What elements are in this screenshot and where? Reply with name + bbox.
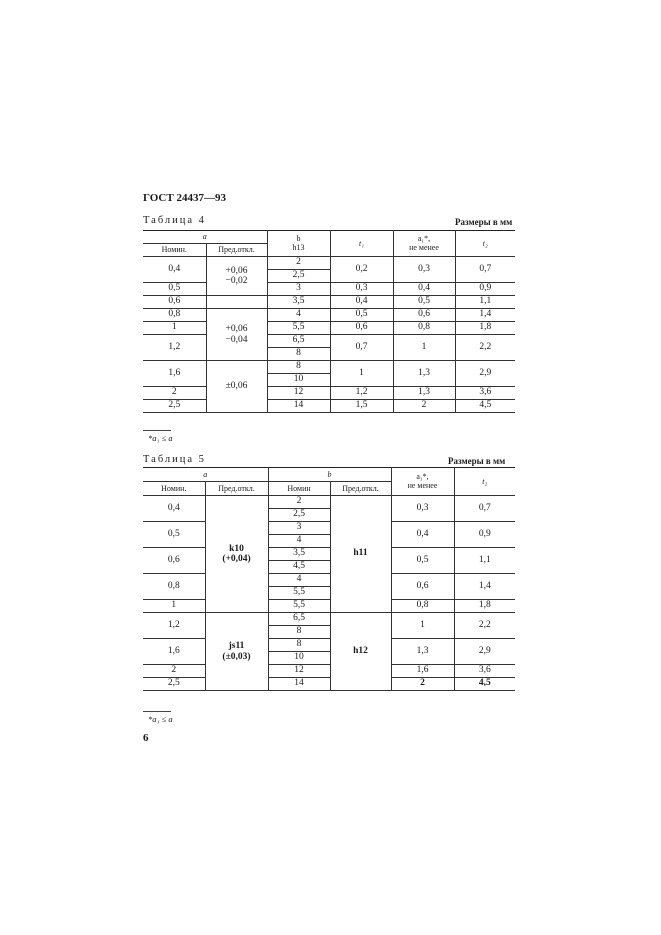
table-cell: 0,6 — [330, 322, 393, 335]
table-cell: 6,5 — [267, 335, 330, 348]
table-cell: 2,2 — [454, 613, 515, 639]
table-cell: 4,5 — [455, 400, 515, 413]
table-cell: 4 — [268, 535, 330, 548]
table-cell: 2,9 — [454, 639, 515, 665]
table-cell: 1,4 — [455, 309, 515, 322]
table4-footnote: *a₁ ≤ a — [148, 433, 173, 443]
table-cell: 0,8 — [143, 309, 206, 322]
table5-header-t2: t₂ — [454, 468, 515, 496]
table5-header-b-pred: Пред.откл. — [330, 482, 391, 496]
table-cell: 1,6 — [143, 361, 206, 387]
table-cell: 10 — [268, 652, 330, 665]
table-cell: 2 — [391, 678, 454, 691]
table-cell: 5,5 — [268, 600, 330, 613]
table4-header-nomin: Номин. — [143, 244, 206, 257]
table-cell: 3,5 — [267, 296, 330, 309]
table-cell: 1 — [330, 361, 393, 387]
table5-size-note: Размеры в мм — [448, 456, 506, 466]
table4 — [143, 230, 515, 413]
table-cell: 0,4 — [143, 496, 205, 522]
table5-header-a: a — [143, 468, 268, 482]
table-cell: 0,6 — [143, 548, 205, 574]
table-cell: 1 — [391, 613, 454, 639]
table-cell: 14 — [267, 400, 330, 413]
table-cell: 0,4 — [330, 296, 393, 309]
table-cell: 0,3 — [393, 257, 455, 283]
table-cell: 10 — [267, 374, 330, 387]
table-cell: 1,1 — [454, 548, 515, 574]
table-cell — [206, 296, 267, 309]
table-cell: 2,9 — [455, 361, 515, 387]
table-cell: 4 — [268, 574, 330, 587]
table-cell: 1,4 — [454, 574, 515, 600]
table-cell: 0,5 — [330, 309, 393, 322]
table5-caption: Таблица 5 — [143, 454, 206, 465]
table-cell: 1 — [143, 600, 205, 613]
table-cell: 4,5 — [454, 678, 515, 691]
table-cell: 8 — [268, 626, 330, 639]
table-cell: 0,6 — [391, 574, 454, 600]
table-cell: 2 — [143, 387, 206, 400]
table-cell: 3 — [268, 522, 330, 535]
footnote-rule — [143, 430, 171, 431]
table5-header-b: b — [268, 468, 391, 482]
table5-header-a-nomin: Номин. — [143, 482, 205, 496]
table-cell: 8 — [267, 361, 330, 374]
table5-header-a-pred: Пред.откл. — [205, 482, 268, 496]
table5-footnote: *a₁ ≤ a — [148, 714, 173, 724]
table-cell: k10 (+0,04) — [205, 496, 268, 613]
table-cell: 6,5 — [268, 613, 330, 626]
table-cell: 0,6 — [143, 296, 206, 309]
table-cell: 14 — [268, 678, 330, 691]
table4-header-a: a — [143, 231, 267, 244]
table4-size-note: Размеры в мм — [455, 217, 513, 227]
document-code: ГОСТ 24437—93 — [143, 192, 226, 204]
table-cell: 0,8 — [143, 574, 205, 600]
table-cell: 1,3 — [393, 387, 455, 400]
table-cell: 2 — [143, 665, 205, 678]
table-cell: 0,4 — [393, 283, 455, 296]
table-cell: 1,8 — [454, 600, 515, 613]
table-cell: 2 — [268, 496, 330, 509]
table-cell: 0,5 — [391, 548, 454, 574]
table-cell: 2,5 — [143, 400, 206, 413]
footnote-rule — [143, 711, 171, 712]
table-cell: 0,4 — [391, 522, 454, 548]
table-cell: 8 — [267, 348, 330, 361]
table-cell: 3,5 — [268, 548, 330, 561]
table-cell: 4,5 — [268, 561, 330, 574]
table-cell: 8 — [268, 639, 330, 652]
table-cell: 1,1 — [455, 296, 515, 309]
table-cell: +0,06 −0,02 — [206, 257, 267, 296]
table-cell: 3,6 — [454, 665, 515, 678]
table-cell: 0,2 — [330, 257, 393, 283]
table-cell: 0,8 — [393, 322, 455, 335]
table-cell: h11 — [330, 496, 391, 613]
table-cell: 0,9 — [454, 522, 515, 548]
table-cell: 2 — [393, 400, 455, 413]
page-number: 6 — [143, 732, 149, 744]
table4-header-t2: t₂ — [455, 231, 515, 257]
table-cell: 12 — [268, 665, 330, 678]
table-cell: 1,2 — [143, 335, 206, 361]
table-cell: 0,7 — [330, 335, 393, 361]
table-cell: 0,7 — [455, 257, 515, 283]
table-cell: 2,5 — [268, 509, 330, 522]
table-cell: 1,3 — [391, 639, 454, 665]
table-cell: 0,3 — [330, 283, 393, 296]
table4-header-t1: t₁ — [330, 231, 393, 257]
table-cell: 5,5 — [268, 587, 330, 600]
table5-header-b-nomin: Номин — [268, 482, 330, 496]
table-cell: 1 — [393, 335, 455, 361]
table4-caption: Таблица 4 — [143, 215, 206, 226]
table-cell: 3 — [267, 283, 330, 296]
table-cell: 0,9 — [455, 283, 515, 296]
table-cell: +0,06 −0,04 — [206, 309, 267, 361]
table-cell: 1,6 — [143, 639, 205, 665]
table4-header-a1: a₁*, не менее — [393, 231, 455, 257]
table-cell: 3,6 — [455, 387, 515, 400]
table-cell: 1,2 — [330, 387, 393, 400]
table-cell: 0,7 — [454, 496, 515, 522]
table5 — [143, 467, 515, 691]
table-cell: 4 — [267, 309, 330, 322]
table-cell: 5,5 — [267, 322, 330, 335]
table4-header-pred: Пред.откл. — [206, 244, 267, 257]
table-cell: 2,2 — [455, 335, 515, 361]
table-cell: 2,5 — [143, 678, 205, 691]
table-cell: 0,5 — [143, 283, 206, 296]
table-cell: 0,6 — [393, 309, 455, 322]
table-cell: 0,4 — [143, 257, 206, 283]
table-cell: 0,8 — [391, 600, 454, 613]
table4-header-b: b h13 — [267, 231, 330, 257]
table-cell: 1,5 — [330, 400, 393, 413]
table-cell: h12 — [330, 613, 391, 691]
table-cell: 1 — [143, 322, 206, 335]
table-cell: 0,5 — [393, 296, 455, 309]
table-cell: 1,2 — [143, 613, 205, 639]
table-cell: 1,8 — [455, 322, 515, 335]
table-cell: js11 (±0,03) — [205, 613, 268, 691]
table-cell: 1,6 — [391, 665, 454, 678]
table-cell: 1,3 — [393, 361, 455, 387]
table-cell: 0,3 — [391, 496, 454, 522]
table-cell: 12 — [267, 387, 330, 400]
table-cell: ±0,06 — [206, 361, 267, 413]
table-cell: 0,5 — [143, 522, 205, 548]
table-cell: 2,5 — [267, 270, 330, 283]
table5-header-a1: a₁*, не менее — [391, 468, 454, 496]
table-cell: 2 — [267, 257, 330, 270]
